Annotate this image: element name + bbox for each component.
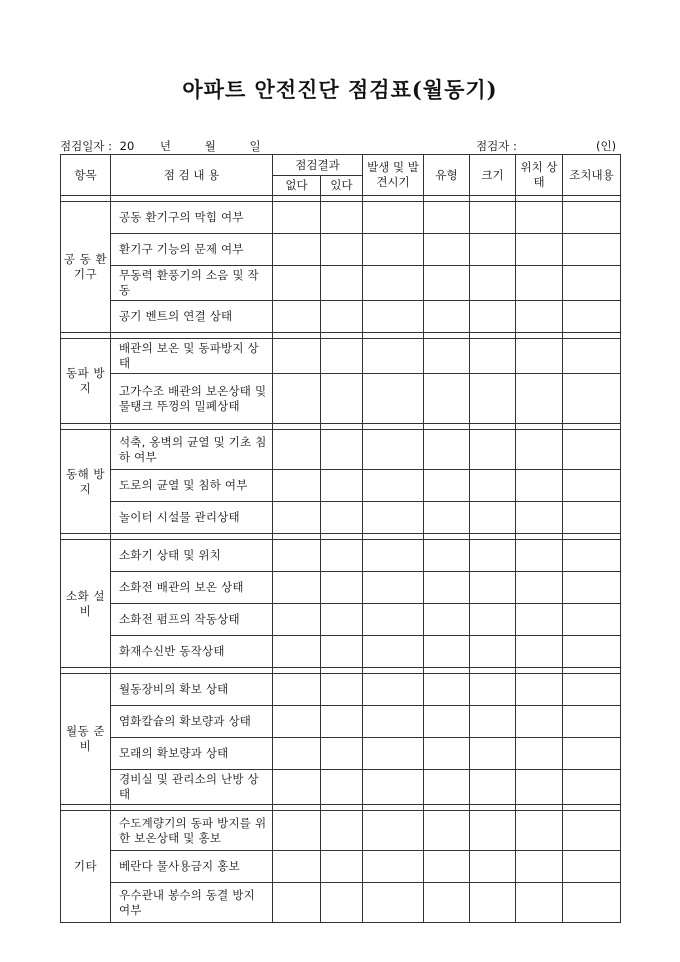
result-none-cell[interactable] — [273, 883, 321, 923]
item-cell: 소화기 상태 및 위치 — [111, 540, 273, 572]
action-cell[interactable] — [563, 851, 621, 883]
item-cell: 환기구 기능의 문제 여부 — [111, 234, 273, 266]
seal-label: (인) — [596, 139, 617, 153]
occurrence-cell[interactable] — [363, 266, 424, 301]
table-row — [61, 339, 621, 374]
occurrence-cell[interactable] — [363, 572, 424, 604]
table-row — [61, 604, 621, 636]
item-cell: 무동력 환풍기의 소음 및 작동 — [111, 266, 273, 301]
result-none-cell[interactable] — [273, 234, 321, 266]
date-label: 점검일자 : — [60, 139, 112, 153]
item-cell: 고가수조 배관의 보온상태 및 물탱크 뚜껑의 밀폐상태 — [111, 374, 273, 424]
category-cell: 소화 설비 — [61, 540, 111, 668]
type-cell[interactable] — [424, 374, 470, 424]
category-cell: 기타 — [61, 811, 111, 923]
table-row — [61, 266, 621, 301]
action-cell[interactable] — [563, 706, 621, 738]
result-yes-cell[interactable] — [321, 811, 363, 851]
action-cell[interactable] — [563, 636, 621, 668]
type-cell[interactable] — [424, 470, 470, 502]
occurrence-cell[interactable] — [363, 430, 424, 470]
type-cell[interactable] — [424, 674, 470, 706]
header-action: 조치내용 — [563, 155, 621, 196]
result-yes-cell[interactable] — [321, 674, 363, 706]
occurrence-cell[interactable] — [363, 202, 424, 234]
location-cell[interactable] — [516, 339, 563, 374]
result-none-cell[interactable] — [273, 811, 321, 851]
result-none-cell[interactable] — [273, 604, 321, 636]
action-cell[interactable] — [563, 811, 621, 851]
header-category: 항목 — [61, 155, 111, 196]
location-cell[interactable] — [516, 604, 563, 636]
location-cell[interactable] — [516, 572, 563, 604]
type-cell[interactable] — [424, 540, 470, 572]
result-none-cell[interactable] — [273, 636, 321, 668]
location-cell[interactable] — [516, 234, 563, 266]
table-row — [61, 706, 621, 738]
type-cell[interactable] — [424, 636, 470, 668]
header-result-yes: 있다 — [321, 176, 363, 196]
size-cell[interactable] — [470, 572, 516, 604]
size-cell[interactable] — [470, 430, 516, 470]
result-none-cell[interactable] — [273, 851, 321, 883]
result-yes-cell[interactable] — [321, 470, 363, 502]
result-yes-cell[interactable] — [321, 883, 363, 923]
item-cell: 소화전 배관의 보온 상태 — [111, 572, 273, 604]
action-cell[interactable] — [563, 572, 621, 604]
location-cell[interactable] — [516, 706, 563, 738]
result-none-cell[interactable] — [273, 770, 321, 805]
year-prefix: 20 — [119, 139, 135, 153]
result-yes-cell[interactable] — [321, 430, 363, 470]
size-cell[interactable] — [470, 636, 516, 668]
occurrence-cell[interactable] — [363, 883, 424, 923]
location-cell[interactable] — [516, 851, 563, 883]
location-cell[interactable] — [516, 470, 563, 502]
table-row — [61, 430, 621, 470]
result-none-cell[interactable] — [273, 502, 321, 534]
occurrence-cell[interactable] — [363, 636, 424, 668]
action-cell[interactable] — [563, 674, 621, 706]
location-cell[interactable] — [516, 430, 563, 470]
occurrence-cell[interactable] — [363, 301, 424, 333]
size-cell[interactable] — [470, 770, 516, 805]
action-cell[interactable] — [563, 883, 621, 923]
table-row — [61, 572, 621, 604]
header-occurrence: 발생 및 발견시기 — [363, 155, 424, 196]
type-cell[interactable] — [424, 811, 470, 851]
occurrence-cell[interactable] — [363, 604, 424, 636]
result-yes-cell[interactable] — [321, 636, 363, 668]
item-cell: 공기 벤트의 연결 상태 — [111, 301, 273, 333]
header-size: 크기 — [470, 155, 516, 196]
table-row — [61, 674, 621, 706]
table-row — [61, 770, 621, 805]
size-cell[interactable] — [470, 470, 516, 502]
size-cell[interactable] — [470, 339, 516, 374]
type-cell[interactable] — [424, 502, 470, 534]
item-cell: 염화칼슘의 확보량과 상태 — [111, 706, 273, 738]
type-cell[interactable] — [424, 301, 470, 333]
occurrence-cell[interactable] — [363, 540, 424, 572]
item-cell: 수도계량기의 동파 방지를 위한 보온상태 및 홍보 — [111, 811, 273, 851]
header-result: 점검결과 — [273, 155, 363, 176]
year-unit: 년 — [159, 139, 172, 153]
result-none-cell[interactable] — [273, 374, 321, 424]
action-cell[interactable] — [563, 470, 621, 502]
result-yes-cell[interactable] — [321, 301, 363, 333]
location-cell[interactable] — [516, 674, 563, 706]
occurrence-cell[interactable] — [363, 339, 424, 374]
result-yes-cell[interactable] — [321, 374, 363, 424]
type-cell[interactable] — [424, 430, 470, 470]
result-none-cell[interactable] — [273, 674, 321, 706]
item-cell: 소화전 펌프의 작동상태 — [111, 604, 273, 636]
size-cell[interactable] — [470, 234, 516, 266]
result-yes-cell[interactable] — [321, 851, 363, 883]
type-cell[interactable] — [424, 266, 470, 301]
inspection-date — [60, 138, 261, 154]
type-cell[interactable] — [424, 883, 470, 923]
location-cell[interactable] — [516, 374, 563, 424]
location-cell[interactable] — [516, 811, 563, 851]
location-cell[interactable] — [516, 738, 563, 770]
result-none-cell[interactable] — [273, 572, 321, 604]
location-cell[interactable] — [516, 266, 563, 301]
location-cell[interactable] — [516, 636, 563, 668]
result-yes-cell[interactable] — [321, 202, 363, 234]
result-yes-cell[interactable] — [321, 770, 363, 805]
action-cell[interactable] — [563, 266, 621, 301]
category-cell: 월동 준비 — [61, 674, 111, 805]
action-cell[interactable] — [563, 738, 621, 770]
header-result-none: 없다 — [273, 176, 321, 196]
item-cell: 우수관내 봉수의 동결 방지 여부 — [111, 883, 273, 923]
type-cell[interactable] — [424, 738, 470, 770]
header-location: 위치 상태 — [516, 155, 563, 196]
result-none-cell[interactable] — [273, 470, 321, 502]
action-cell[interactable] — [563, 770, 621, 805]
type-cell[interactable] — [424, 339, 470, 374]
location-cell[interactable] — [516, 301, 563, 333]
action-cell[interactable] — [563, 234, 621, 266]
size-cell[interactable] — [470, 738, 516, 770]
location-cell[interactable] — [516, 202, 563, 234]
action-cell[interactable] — [563, 604, 621, 636]
table-row — [61, 470, 621, 502]
type-cell[interactable] — [424, 202, 470, 234]
type-cell[interactable] — [424, 851, 470, 883]
table-row — [61, 202, 621, 234]
occurrence-cell[interactable] — [363, 374, 424, 424]
result-yes-cell[interactable] — [321, 234, 363, 266]
occurrence-cell[interactable] — [363, 811, 424, 851]
table-row — [61, 811, 621, 851]
type-cell[interactable] — [424, 770, 470, 805]
result-none-cell[interactable] — [273, 202, 321, 234]
action-cell[interactable] — [563, 301, 621, 333]
occurrence-cell[interactable] — [363, 234, 424, 266]
location-cell[interactable] — [516, 770, 563, 805]
location-cell[interactable] — [516, 540, 563, 572]
size-cell[interactable] — [470, 502, 516, 534]
result-yes-cell[interactable] — [321, 266, 363, 301]
result-yes-cell[interactable] — [321, 738, 363, 770]
day-unit: 일 — [249, 139, 261, 153]
result-none-cell[interactable] — [273, 339, 321, 374]
size-cell[interactable] — [470, 883, 516, 923]
table-row — [61, 540, 621, 572]
inspection-table — [60, 154, 621, 923]
item-cell: 공동 환기구의 막힘 여부 — [111, 202, 273, 234]
type-cell[interactable] — [424, 604, 470, 636]
action-cell[interactable] — [563, 339, 621, 374]
size-cell[interactable] — [470, 811, 516, 851]
item-cell: 석축, 옹벽의 균열 및 기초 침하 여부 — [111, 430, 273, 470]
table-row — [61, 301, 621, 333]
table-row — [61, 502, 621, 534]
table-row — [61, 374, 621, 424]
header-content: 점 검 내 용 — [111, 155, 273, 196]
result-none-cell[interactable] — [273, 430, 321, 470]
category-cell: 공 동 환기구 — [61, 202, 111, 333]
item-cell: 화재수신반 동작상태 — [111, 636, 273, 668]
result-none-cell[interactable] — [273, 706, 321, 738]
action-cell[interactable] — [563, 430, 621, 470]
type-cell[interactable] — [424, 572, 470, 604]
item-cell: 도로의 균열 및 침하 여부 — [111, 470, 273, 502]
size-cell[interactable] — [470, 301, 516, 333]
item-cell: 놀이터 시설물 관리상태 — [111, 502, 273, 534]
month-unit: 월 — [204, 139, 216, 153]
size-cell[interactable] — [470, 604, 516, 636]
action-cell[interactable] — [563, 540, 621, 572]
action-cell[interactable] — [563, 502, 621, 534]
occurrence-cell[interactable] — [363, 470, 424, 502]
item-cell: 월동장비의 확보 상태 — [111, 674, 273, 706]
occurrence-cell[interactable] — [363, 502, 424, 534]
header-type: 유형 — [424, 155, 470, 196]
action-cell[interactable] — [563, 374, 621, 424]
location-cell[interactable] — [516, 502, 563, 534]
item-cell: 모래의 확보량과 상태 — [111, 738, 273, 770]
size-cell[interactable] — [470, 851, 516, 883]
table-row — [61, 234, 621, 266]
size-cell[interactable] — [470, 540, 516, 572]
table-row — [61, 738, 621, 770]
result-yes-cell[interactable] — [321, 339, 363, 374]
result-yes-cell[interactable] — [321, 540, 363, 572]
occurrence-cell[interactable] — [363, 851, 424, 883]
size-cell[interactable] — [470, 706, 516, 738]
category-cell: 동해 방지 — [61, 430, 111, 534]
item-cell: 베란다 물사용금지 홍보 — [111, 851, 273, 883]
type-cell[interactable] — [424, 234, 470, 266]
size-cell[interactable] — [470, 266, 516, 301]
table-row — [61, 883, 621, 923]
result-yes-cell[interactable] — [321, 706, 363, 738]
result-yes-cell[interactable] — [321, 572, 363, 604]
size-cell[interactable] — [470, 202, 516, 234]
table-row — [61, 851, 621, 883]
location-cell[interactable] — [516, 883, 563, 923]
page-title: 아파트 안전진단 점검표(월동기) — [182, 77, 498, 102]
action-cell[interactable] — [563, 202, 621, 234]
result-none-cell[interactable] — [273, 301, 321, 333]
type-cell[interactable] — [424, 706, 470, 738]
category-cell: 동파 방지 — [61, 339, 111, 424]
item-cell: 경비실 및 관리소의 난방 상태 — [111, 770, 273, 805]
occurrence-cell[interactable] — [363, 674, 424, 706]
result-none-cell[interactable] — [273, 738, 321, 770]
size-cell[interactable] — [470, 374, 516, 424]
item-cell: 배관의 보온 및 동파방지 상태 — [111, 339, 273, 374]
occurrence-cell[interactable] — [363, 738, 424, 770]
result-yes-cell[interactable] — [321, 502, 363, 534]
result-yes-cell[interactable] — [321, 604, 363, 636]
occurrence-cell[interactable] — [363, 706, 424, 738]
table-row — [61, 636, 621, 668]
occurrence-cell[interactable] — [363, 770, 424, 805]
result-none-cell[interactable] — [273, 266, 321, 301]
size-cell[interactable] — [470, 674, 516, 706]
inspector-label: 점검자 : — [476, 139, 517, 153]
result-none-cell[interactable] — [273, 540, 321, 572]
